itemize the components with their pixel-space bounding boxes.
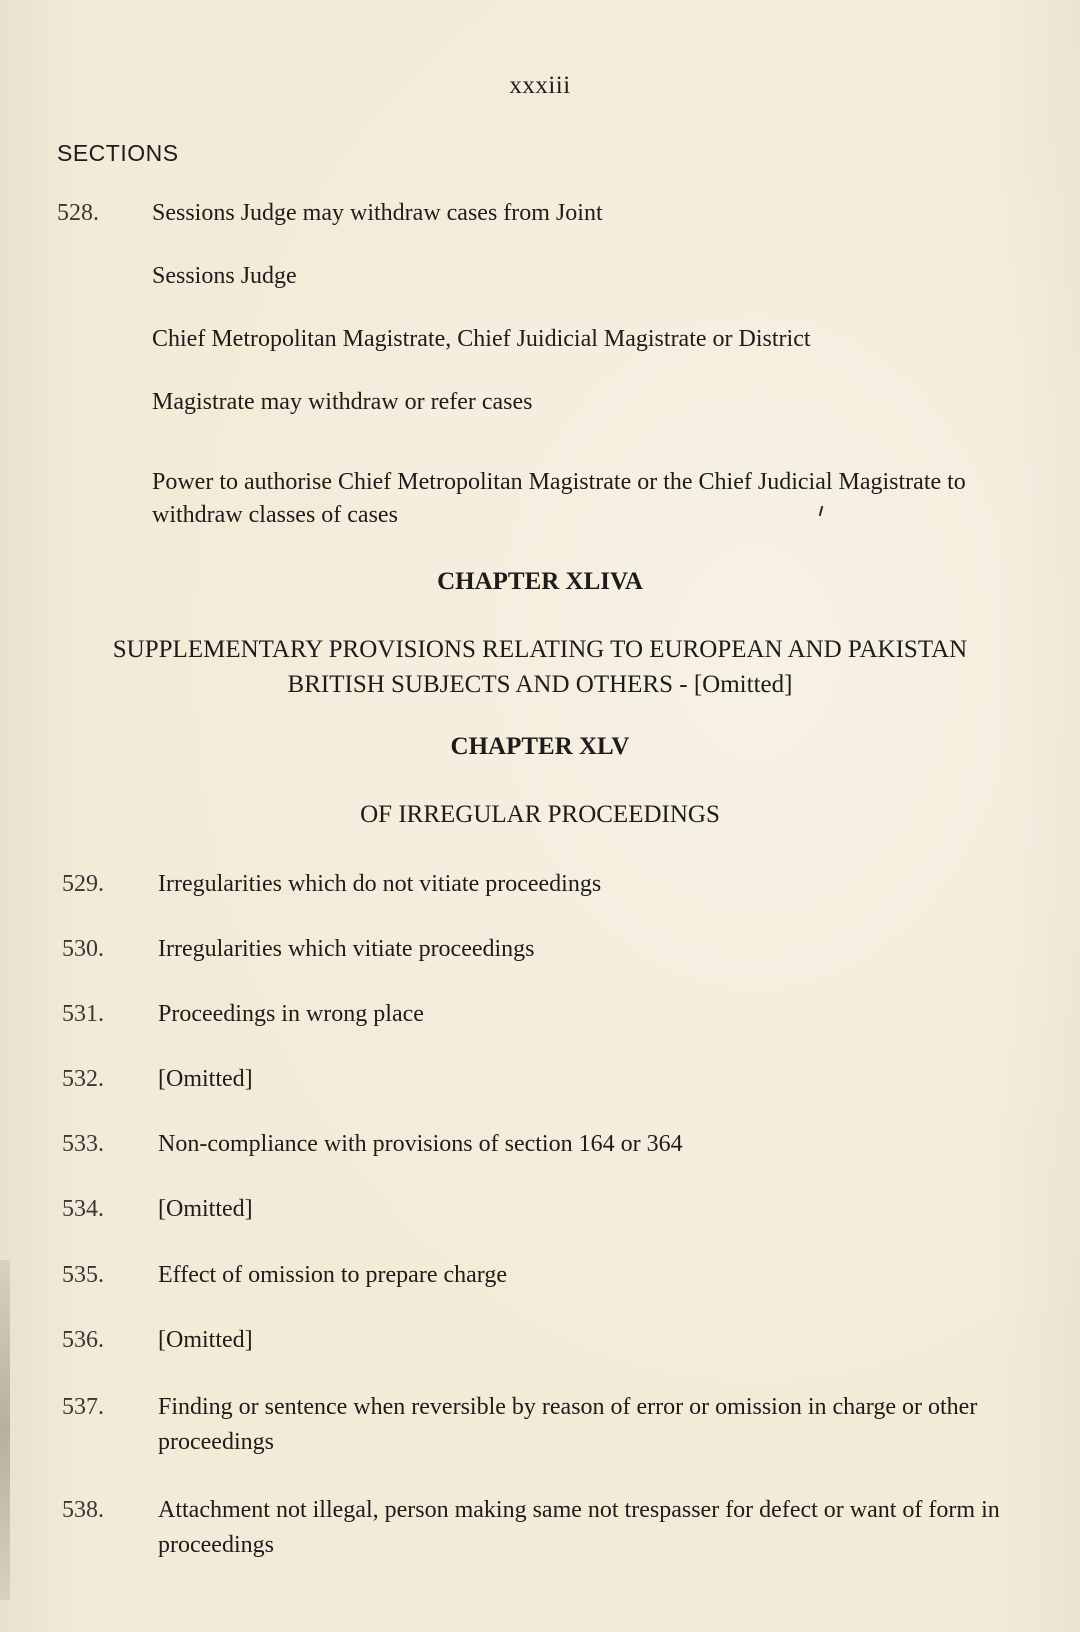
section-number: 530.	[62, 936, 104, 962]
section-title: Sessions Judge may withdraw cases from Joint	[152, 200, 603, 226]
book-spine-edge	[0, 1260, 10, 1600]
section-number: 533.	[62, 1131, 104, 1157]
section-title: Proceedings in wrong place	[158, 1001, 424, 1027]
section-number: 529.	[62, 871, 104, 897]
section-title-continuation: Sessions Judge	[152, 263, 297, 289]
section-title: Effect of omission to prepare charge	[158, 1262, 507, 1288]
page-number: xxxiii	[509, 72, 571, 99]
section-title-continuation: Power to authorise Chief Metropolitan Magistrate or the Chief Judicial Magistrate to withdraw classes of cases	[152, 469, 966, 528]
section-title: Non-compliance with provisions of section 164 or 364	[158, 1131, 683, 1157]
chapter-title-xliva: CHAPTER XLIVA	[437, 568, 643, 595]
section-title-continuation: Chief Metropolitan Magistrate, Chief Juidicial Magistrate or District	[152, 326, 811, 352]
chapter-title-xlv: CHAPTER XLV	[450, 733, 630, 760]
section-title: Attachment not illegal, person making same not trespasser for defect or want of form in proceedings	[158, 1497, 1000, 1558]
chapter-subtitle-xliva: SUPPLEMENTARY PROVISIONS RELATING TO EUROPEAN AND PAKISTAN BRITISH SUBJECTS AND OTHERS - [Omitted]	[112, 636, 968, 698]
section-title: [Omitted]	[158, 1066, 253, 1092]
section-title: [Omitted]	[158, 1327, 253, 1353]
section-title: Irregularities which do not vitiate proceedings	[158, 871, 602, 897]
chapter-subtitle-xlv: OF IRREGULAR PROCEEDINGS	[360, 801, 720, 828]
section-title: Irregularities which vitiate proceedings	[158, 936, 535, 962]
section-title: [Omitted]	[158, 1196, 253, 1222]
section-number: 535.	[62, 1262, 104, 1288]
section-number: 532.	[62, 1066, 104, 1092]
section-title-continuation: Magistrate may withdraw or refer cases	[152, 389, 533, 415]
section-number: 536.	[62, 1327, 104, 1353]
sections-heading: SECTIONS	[57, 140, 179, 166]
section-number: 531.	[62, 1001, 104, 1027]
section-title: Finding or sentence when reversible by reason of error or omission in charge or other proceedings	[158, 1394, 978, 1455]
section-number: 537.	[62, 1394, 104, 1420]
section-number: 538.	[62, 1497, 104, 1523]
section-number: 528.	[57, 200, 99, 226]
section-number: 534.	[62, 1196, 104, 1222]
